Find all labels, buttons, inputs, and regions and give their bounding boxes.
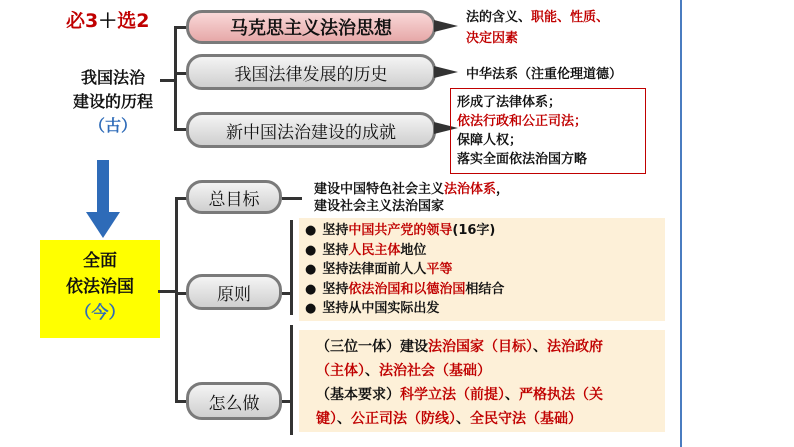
node-overall-goal-label: 总目标: [208, 189, 260, 210]
how-l1b: 法治国家（目标）: [428, 339, 533, 355]
note-law-meaning-p3: 决定因素: [466, 31, 519, 46]
principle-1b: 中国共产党的领导: [348, 223, 453, 238]
today-bracket-vertical: [175, 197, 178, 402]
how-connector: [282, 400, 292, 403]
note-law-meaning: [466, 9, 609, 47]
how-l4e: 全民守法（基础）: [470, 411, 582, 427]
today-title-line3: （今）: [74, 303, 126, 323]
node-overall-goal: [186, 180, 282, 214]
course-tag: [66, 6, 149, 33]
goal-l2: 建设社会主义法治国家: [314, 199, 445, 214]
tag-suffix: 选2: [117, 10, 150, 32]
node-how-to-label: 怎么做: [208, 393, 260, 414]
tag-plus: ＋: [98, 10, 118, 32]
principle-4c: 相结合: [465, 281, 505, 297]
arrow-line-2: [434, 71, 446, 74]
how-l3c: 、: [505, 387, 519, 403]
today-title-line2: 依法治国: [66, 277, 134, 297]
how-l4a: 键）: [316, 411, 337, 427]
node-legal-history: [186, 54, 436, 90]
principle-3b: 平等: [426, 262, 453, 277]
principle-3a: 坚持法律面前人人: [322, 262, 427, 277]
achievements-box: [450, 88, 646, 174]
achievement-2: 依法行政和公正司法；: [457, 114, 588, 129]
history-title-line2: 建设的历程: [72, 92, 153, 111]
tag-prefix: 必3: [66, 10, 99, 32]
down-arrow: [86, 160, 120, 240]
note-law-meaning-p2: 职能、性质、: [531, 10, 610, 25]
goal-text: [314, 181, 509, 215]
goal-l1a: 建设中国特色社会主义: [314, 182, 445, 197]
how-l1a: （三位一体）建设: [316, 339, 428, 355]
how-l1c: 、: [533, 339, 547, 355]
how-l3b: 科学立法（前提）: [400, 387, 505, 403]
history-bracket-stem: [160, 79, 177, 82]
goal-connector: [282, 197, 302, 200]
principle-3: [305, 260, 504, 280]
today-title-line1: 全面: [83, 251, 117, 271]
principle-4a: 坚持: [322, 281, 349, 297]
how-l1d: 法治政府: [547, 339, 603, 355]
goal-l1b: 法治体系: [444, 182, 497, 197]
node-marxist-label: 马克思主义法治思想: [230, 18, 392, 39]
history-title-line3: （古）: [88, 116, 137, 135]
how-l4b: 、: [337, 411, 351, 427]
note-law-meaning-p1: 法的含义、: [466, 10, 532, 25]
node-principles-label: 原则: [217, 284, 251, 305]
principle-2a: 坚持: [322, 242, 349, 258]
how-l2a: （主体）: [316, 363, 365, 379]
principle-5: 坚持从中国实际出发: [322, 301, 440, 316]
history-title: [58, 66, 168, 138]
node-how-to: [186, 382, 282, 420]
achievement-4: 落实全面依法治国方略: [457, 152, 588, 167]
how-l3a: （基本要求）: [316, 387, 400, 403]
node-marxist-rule-of-law: [186, 10, 436, 44]
how-bracket: [290, 325, 293, 435]
right-border-line: [680, 0, 682, 447]
principle-5: [305, 299, 504, 319]
how-l4c: 公正司法（防线）: [351, 411, 456, 427]
how-l2b: 、: [365, 363, 379, 379]
arrow-line-1: [434, 25, 446, 28]
how-l2c: 法治社会（基础）: [379, 363, 491, 379]
principle-1c: (16字): [452, 223, 496, 238]
how-l3d: 严格执法（关: [519, 387, 603, 403]
principle-2b: 人民主体: [348, 242, 401, 258]
principle-2c: 地位: [400, 242, 427, 258]
node-principles: [186, 274, 282, 310]
history-title-line1: 我国法治: [80, 68, 145, 87]
achievement-3: 保障人权；: [457, 133, 523, 148]
node-achievements-label: 新中国法治建设的成就: [226, 122, 396, 143]
node-legal-history-label: 我国法律发展的历史: [234, 64, 388, 85]
how-l4d: 、: [456, 411, 470, 427]
principle-1a: 坚持: [322, 223, 349, 238]
achievement-1: 形成了法律体系；: [457, 95, 562, 110]
node-new-china-achievements: [186, 112, 436, 148]
principle-4: [305, 280, 504, 300]
today-title-box: [40, 240, 160, 338]
note-chinese-legal-system: 中华法系（注重伦理道德）: [466, 67, 623, 82]
principles-bracket: [290, 220, 293, 315]
principles-list: [305, 221, 504, 319]
how-to-text: [316, 335, 603, 431]
principle-1: [305, 221, 504, 241]
principle-2: [305, 241, 504, 261]
principles-connector: [282, 292, 292, 295]
principle-4b: 依法治国和以德治国: [348, 281, 466, 297]
goal-l1c: ，: [496, 182, 510, 197]
history-bracket-vertical: [174, 26, 177, 129]
arrow-line-3: [434, 127, 446, 130]
